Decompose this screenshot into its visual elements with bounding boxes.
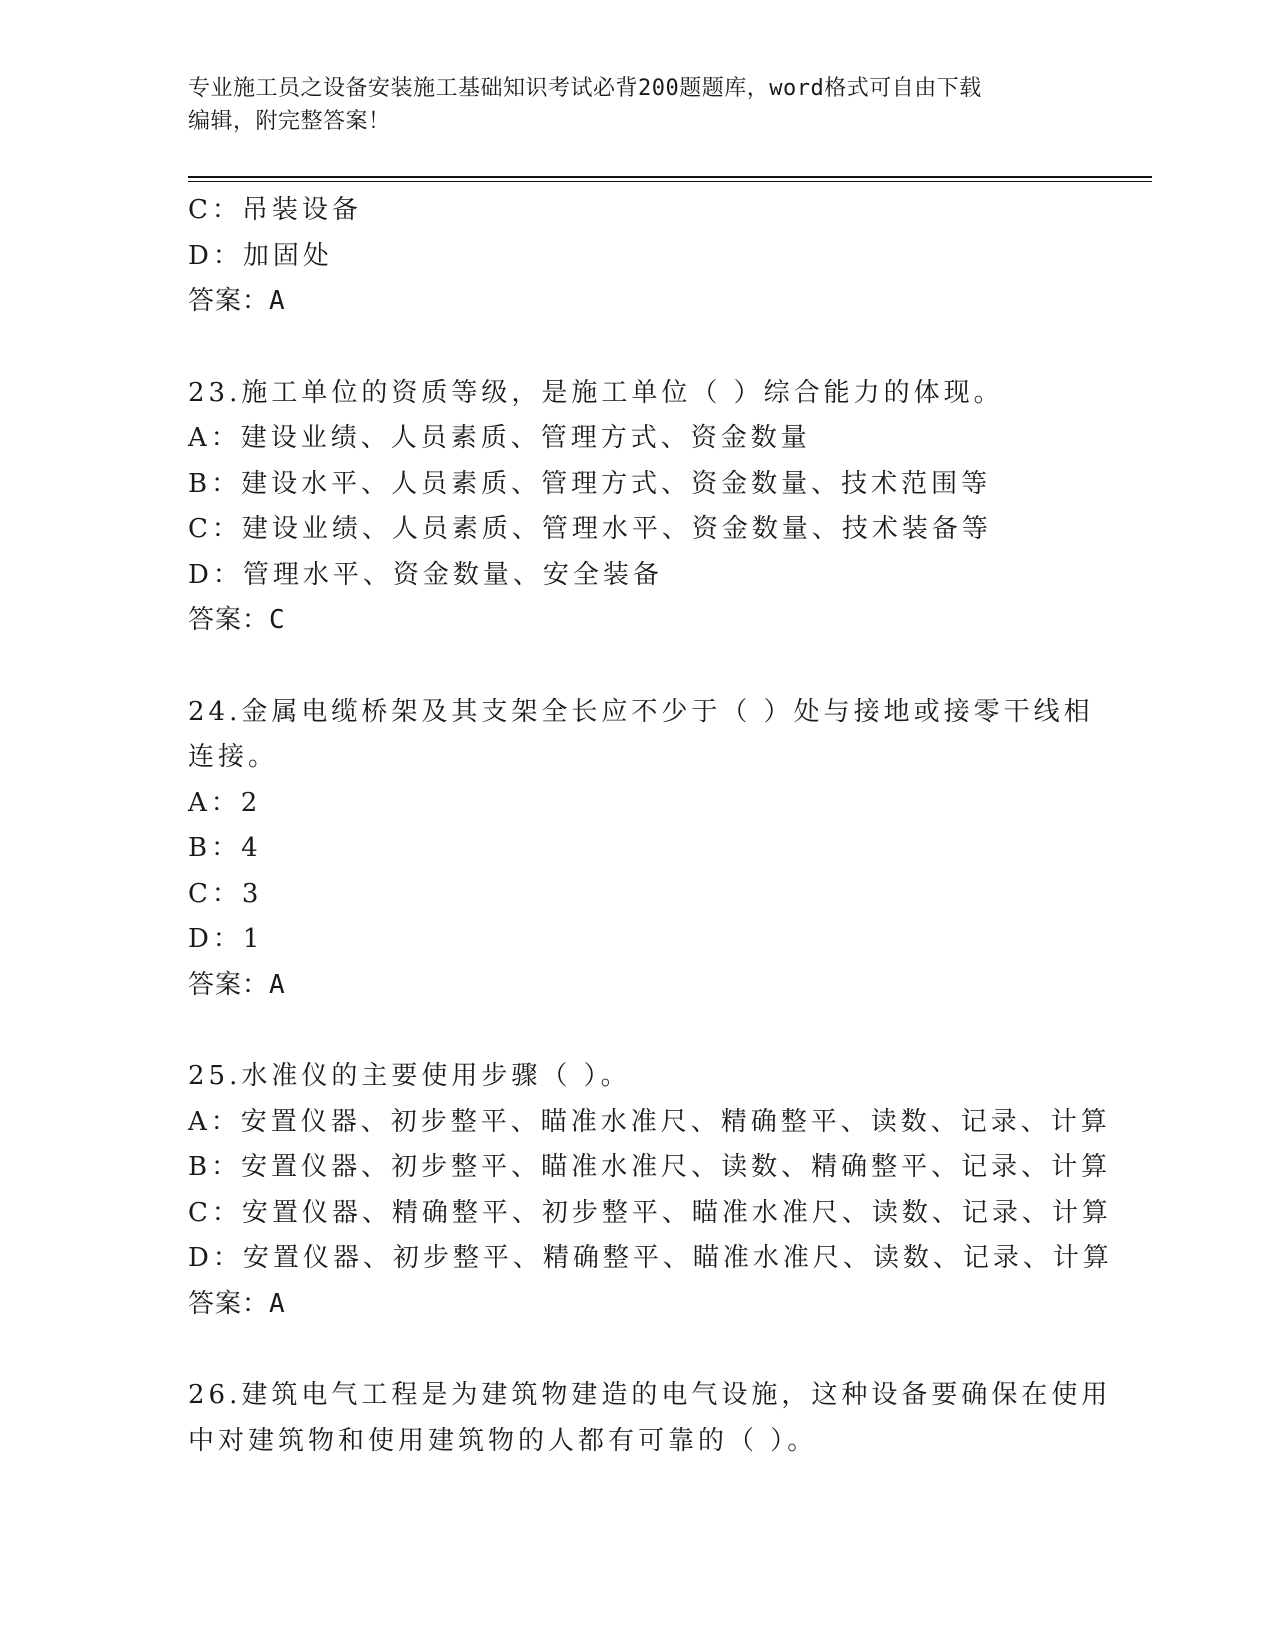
option-a: A：安置仪器、初步整平、瞄准水准尺、精确整平、读数、记录、计算 <box>188 1106 1111 1137</box>
answer-line: 答案：A <box>188 286 286 316</box>
spacer <box>188 644 1088 690</box>
document-header <box>188 72 1068 138</box>
option-a: A：2 <box>188 787 262 818</box>
answer-line: 答案：A <box>188 969 286 1000</box>
option-a: A：建设业绩、人员素质、管理方式、资金数量 <box>188 423 811 453</box>
question-stem: 24.金属电缆桥架及其支架全长应不少于（ ）处与接地或接零干线相 <box>188 696 1094 727</box>
question-list <box>188 188 1113 1464</box>
option-b: B：建设水平、人员素质、管理方式、资金数量、技术范围等 <box>188 468 992 499</box>
option-d: D：管理水平、资金数量、安全装备 <box>188 559 663 590</box>
option-d: D：加固处 <box>188 240 333 271</box>
option-b: B：4 <box>188 833 262 863</box>
question-24 <box>188 690 1094 1009</box>
question-stem: 26.建筑电气工程是为建筑物建造的电气设施，这种设备要确保在使用 <box>188 1380 1112 1410</box>
question-23 <box>188 371 1088 644</box>
header-title-line-2: 编辑，附完整答案！ <box>188 109 391 134</box>
spacer <box>188 325 1088 371</box>
option-d: D：安置仪器、初步整平、精确整平、瞄准水准尺、读数、记录、计算 <box>188 1243 1113 1273</box>
spacer <box>188 1327 1088 1373</box>
question-stem: 25.水准仪的主要使用步骤（ ）。 <box>188 1061 631 1091</box>
question-26 <box>188 1373 1112 1464</box>
answer-line: 答案：A <box>188 1288 286 1319</box>
question-stem: 23.施工单位的资质等级，是施工单位（ ）综合能力的体现。 <box>188 377 1004 408</box>
spacer <box>188 1008 1088 1054</box>
answer-line: 答案：C <box>188 605 286 635</box>
option-c: C：3 <box>188 878 263 909</box>
question-stem-continued: 中对建筑物和使用建筑物的人都有可靠的（ ）。 <box>188 1425 818 1456</box>
header-divider-thick <box>188 176 1152 178</box>
option-c: C：安置仪器、精确整平、初步整平、瞄准水准尺、读数、记录、计算 <box>188 1197 1112 1228</box>
question-25 <box>188 1054 1113 1327</box>
header-title-line-1: 专业施工员之设备安装施工基础知识考试必背200题题库，word格式可自由下载 <box>188 76 982 101</box>
option-c: C：吊装设备 <box>188 195 362 225</box>
option-c: C：建设业绩、人员素质、管理水平、资金数量、技术装备等 <box>188 514 992 544</box>
question-stem-continued: 连接。 <box>188 742 279 772</box>
option-d: D：1 <box>188 924 264 954</box>
question-22-fragment <box>188 188 1088 325</box>
option-b: B：安置仪器、初步整平、瞄准水准尺、读数、精确整平、记录、计算 <box>188 1152 1112 1182</box>
header-divider-thin <box>188 181 1152 182</box>
